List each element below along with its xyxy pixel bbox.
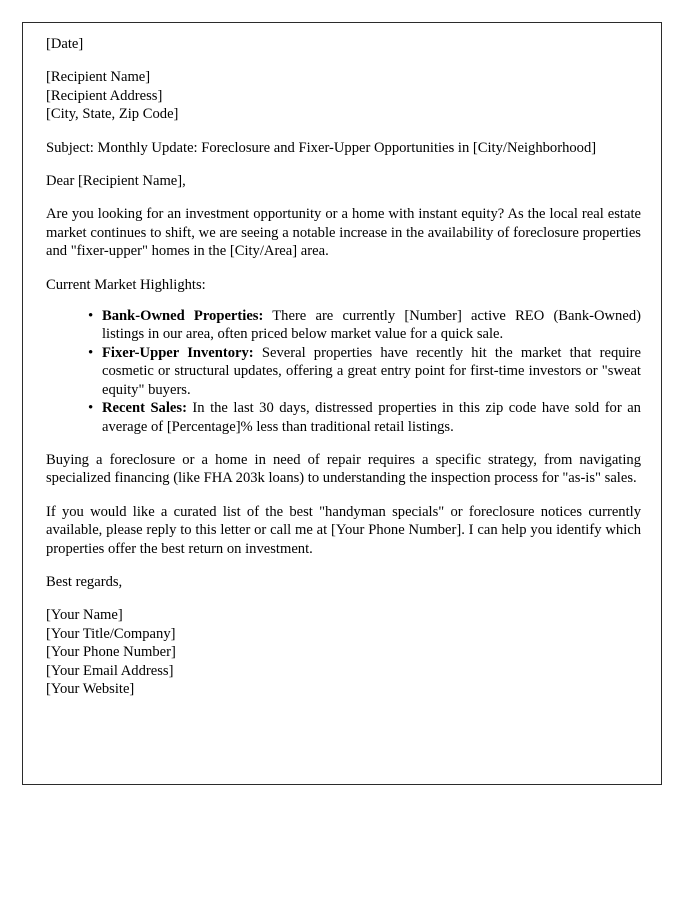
date-placeholder: [Date] — [46, 36, 84, 52]
market-highlights-list — [46, 307, 641, 436]
recipient-address: [Recipient Address] — [46, 87, 163, 104]
list-item — [88, 344, 641, 399]
signature-block — [46, 606, 641, 698]
spacer-after-date — [46, 53, 641, 68]
letter-page-border — [22, 22, 662, 785]
closing: Best regards, — [46, 573, 123, 590]
highlight-lead: Fixer-Upper Inventory: — [102, 344, 254, 361]
highlight-text: There are currently [Number] active REO (Bank-Owned) listings in our area, often priced below market value for a quick sale. — [102, 308, 641, 343]
spacer-after-cta — [46, 558, 641, 573]
signature-name: [Your Name] — [46, 607, 123, 624]
signature-title-company: [Your Title/Company] — [46, 625, 176, 642]
highlight-lead: Bank-Owned Properties: — [102, 308, 264, 325]
spacer-after-subject — [46, 157, 641, 172]
subject-line: Subject: Monthly Update: Foreclosure and Fixer-Upper Opportunities in [City/Neighborhood] — [46, 139, 597, 156]
highlight-text: Several properties have recently hit the market that require cosmetic or structural updates, offering a great entry point for first-time investors or "sweat equity" buyers. — [102, 344, 641, 398]
letter-content — [46, 35, 641, 698]
intro-paragraph: Are you looking for an investment opportunity or a home with instant equity? As the local real estate market continues to shift, we are seeing a notable increase in the availability of foreclosure properties and "fixer-upper" homes in the [City/Area] area. — [46, 206, 641, 260]
list-item — [88, 307, 641, 344]
highlights-heading: Current Market Highlights: — [46, 276, 206, 293]
spacer-after-list — [46, 436, 641, 451]
spacer-after-strategy — [46, 488, 641, 503]
signature-phone: [Your Phone Number] — [46, 644, 176, 661]
highlight-text: In the last 30 days, distressed properties in this zip code have sold for an average of [Percentage]% less than traditional retail listings. — [102, 400, 641, 435]
spacer-after-salutation — [46, 190, 641, 205]
spacer-after-closing — [46, 591, 641, 606]
recipient-name: [Recipient Name] — [46, 69, 151, 86]
signature-website: [Your Website] — [46, 680, 135, 697]
spacer-after-recipient — [46, 124, 641, 139]
recipient-address-block — [46, 68, 641, 123]
strategy-paragraph: Buying a foreclosure or a home in need of repair requires a specific strategy, from navigating specialized financing (like FHA 203k loans) to understanding the inspection process for "as-is" sales. — [46, 451, 641, 487]
list-item — [88, 399, 641, 436]
highlight-lead: Recent Sales: — [102, 400, 187, 417]
spacer-before-list — [46, 294, 641, 307]
signature-email: [Your Email Address] — [46, 662, 174, 679]
spacer-after-intro — [46, 261, 641, 276]
salutation: Dear [Recipient Name], — [46, 173, 186, 190]
recipient-city-state-zip: [City, State, Zip Code] — [46, 106, 179, 123]
call-to-action-paragraph: If you would like a curated list of the best "handyman specials" or foreclosure notices currently available, please reply to this letter or call me at [Your Phone Number]. I can help you identify which properties offer the best return on investment. — [46, 503, 641, 557]
